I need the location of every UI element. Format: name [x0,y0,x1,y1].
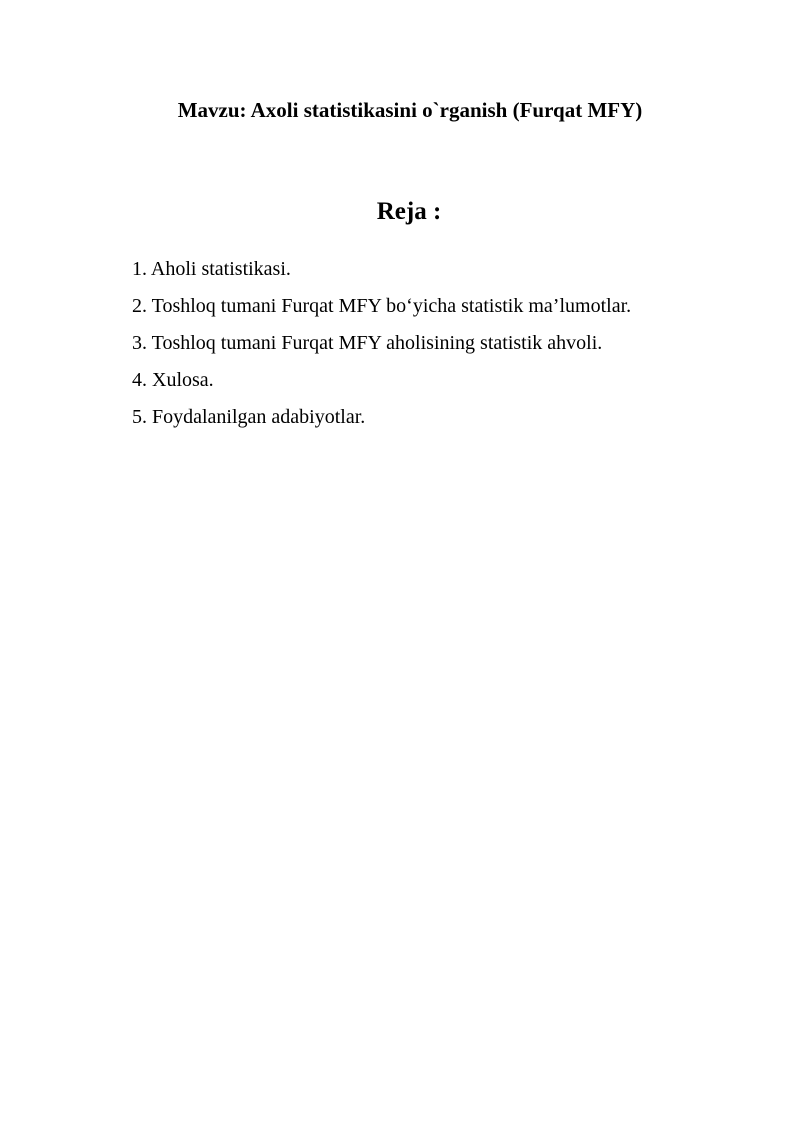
plan-item-2: 2. Toshloq tumani Furqat MFY bo‘yicha statistik ma’lumotlar. [132,295,632,317]
plan-list [132,251,631,436]
plan-heading: Reja : [376,198,442,225]
plan-item-5: 5. Foydalanilgan adabiyotlar. [132,406,366,428]
plan-item-1: 1. Aholi statistikasi. [132,258,291,280]
plan-item-3: 3. Toshloq tumani Furqat MFY aholisining statistik ahvoli. [132,332,603,354]
plan-item-4: 4. Xulosa. [132,369,214,391]
topic-title: Mavzu: Axoli statistikasini o`rganish (Furqat MFY) [177,98,643,122]
